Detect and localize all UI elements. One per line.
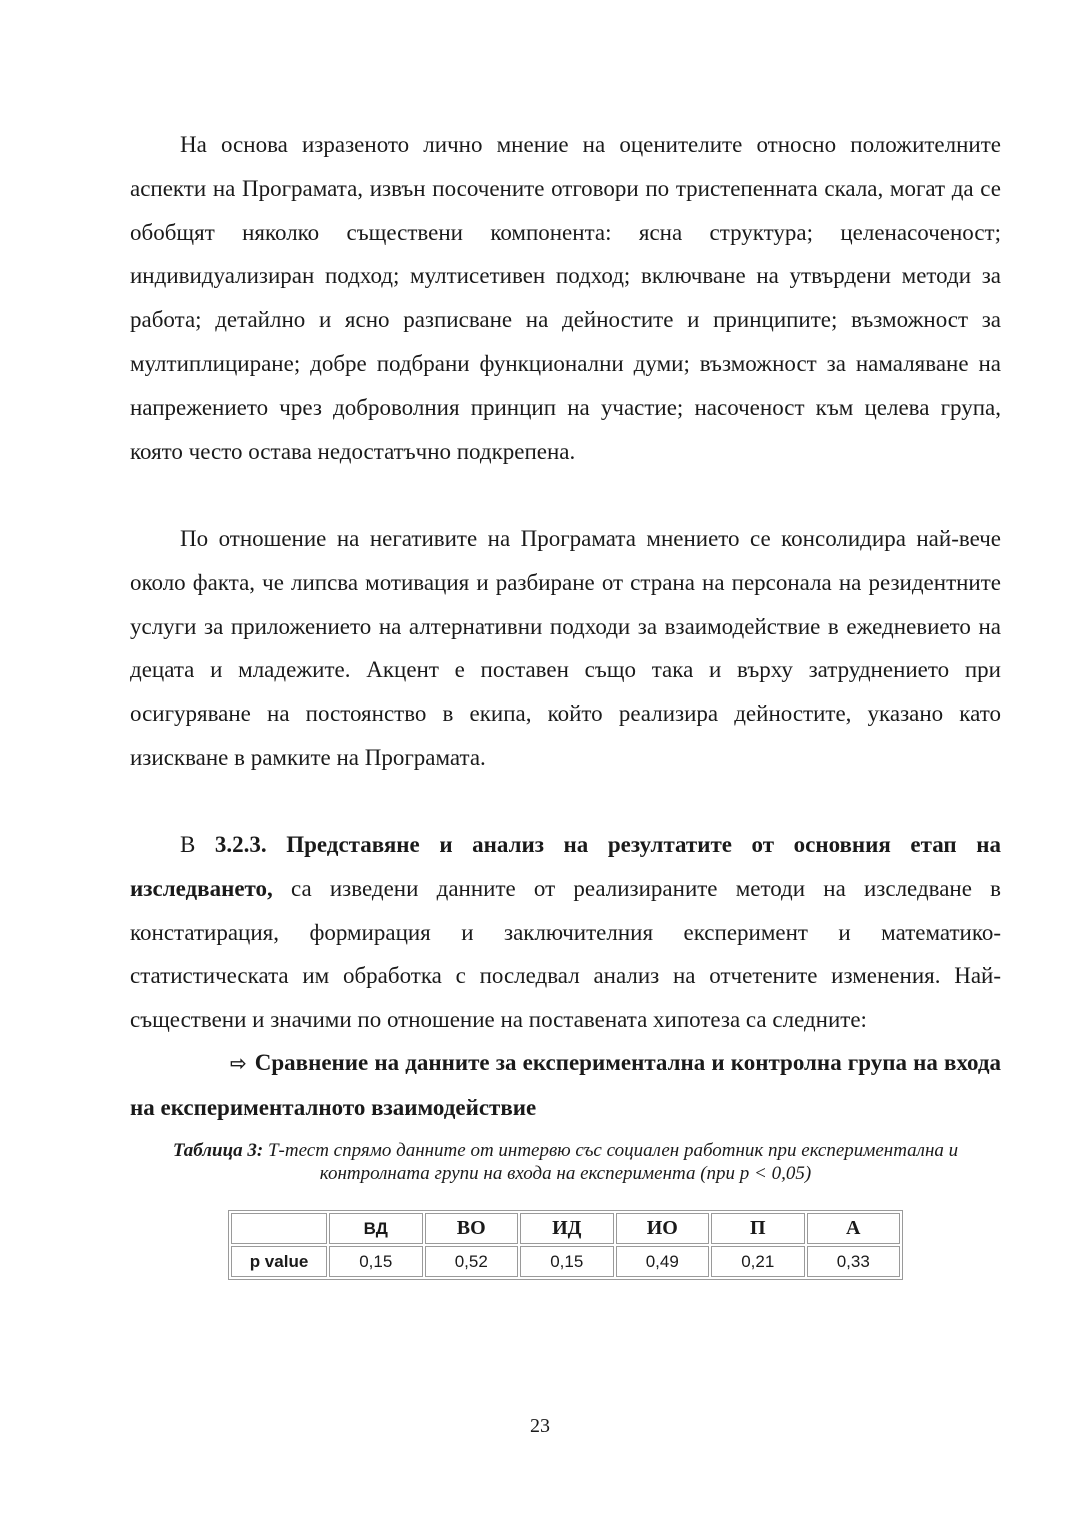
table-row-label: p value	[231, 1246, 327, 1277]
t-test-table	[228, 1210, 903, 1280]
table-caption	[130, 1139, 1001, 1185]
table-row	[231, 1246, 900, 1277]
table-cell: 0,15	[520, 1246, 614, 1277]
table-header-cell: ВО	[425, 1213, 519, 1244]
table-cell: 0,21	[711, 1246, 805, 1277]
paragraph-rest: са изведени данните от реализираните методи на изследване в констатирация, формирация и заключителния експеримент и математико-статистическата им обработка с последвал анализ на отчетените изменения. Най-съществени и значими по отношение на поставената хипотеза са следните:	[130, 875, 1001, 1033]
paragraph-prefix: В	[180, 832, 215, 857]
table-header-cell: А	[807, 1213, 901, 1244]
paragraph-section-3-2-3	[130, 823, 1001, 1042]
subheading-text: Сравнение на данните за експериментална и контролна група на входа на експерименталното взаимодействие	[130, 1050, 1001, 1120]
table-cell: 0,15	[329, 1246, 423, 1277]
section-heading-inline: 3.2.3. Представяне и анализ на резултатите от основния етап на изследването,	[130, 832, 1001, 901]
subheading	[130, 1041, 1001, 1130]
caption-label: Таблица 3:	[172, 1140, 264, 1161]
table-header-cell: П	[711, 1213, 805, 1244]
table-cell: 0,52	[425, 1246, 519, 1277]
caption-text: Т-тест спрямо данните от интервю със социален работник при експериментална и контролната групи на входа на експеримента (при p < 0,05)	[263, 1140, 959, 1184]
paragraph-negative-aspects	[130, 517, 1001, 780]
subheading-block	[130, 1041, 1001, 1130]
table-cell: 0,49	[616, 1246, 710, 1277]
table-header-cell: ИД	[520, 1213, 614, 1244]
table-header-row	[231, 1213, 900, 1244]
table-header-cell: ВД	[329, 1213, 423, 1244]
paragraph-positive-aspects	[130, 123, 1001, 473]
arrow-right-icon: ⇨	[230, 1051, 247, 1075]
paragraph-text: По отношение на негативите на Програмата мнението се консолидира най-вече около факта, че липсва мотивация и разбиране от страна на персонала на резидентните услуги за приложението на алтернативни подходи за взаимодействие в ежедневието на децата и младежите. Акцент е поставен също така и върху затруднението при осигуряване на постоянство в екипа, който реализира дейностите, указано като изискване в рамките на Програмата.	[130, 526, 1001, 770]
paragraph-text	[130, 823, 1001, 1042]
table-header-cell	[231, 1213, 327, 1244]
page-number: 23	[530, 1415, 550, 1437]
table-cell: 0,33	[807, 1246, 901, 1277]
table-header-cell: ИО	[616, 1213, 710, 1244]
paragraph-text: На основа изразеното лично мнение на оценителите относно положителните аспекти на Програмата, извън посочените отговори по тристепенната скала, могат да се обобщят няколко съществени компонента: ясна структура; целенасоченост; индивидуализиран подход; мултисетивен подход; включване на утвърдени методи за работа; детайлно и ясно разписване на дейностите и принципите; възможност за мултиплициране; добре подбрани функционални думи; възможност за намаляване на напрежението чрез доброволния принцип на участие; насоченост към целева група, която често остава недостатъчно подкрепена.	[130, 132, 1001, 464]
